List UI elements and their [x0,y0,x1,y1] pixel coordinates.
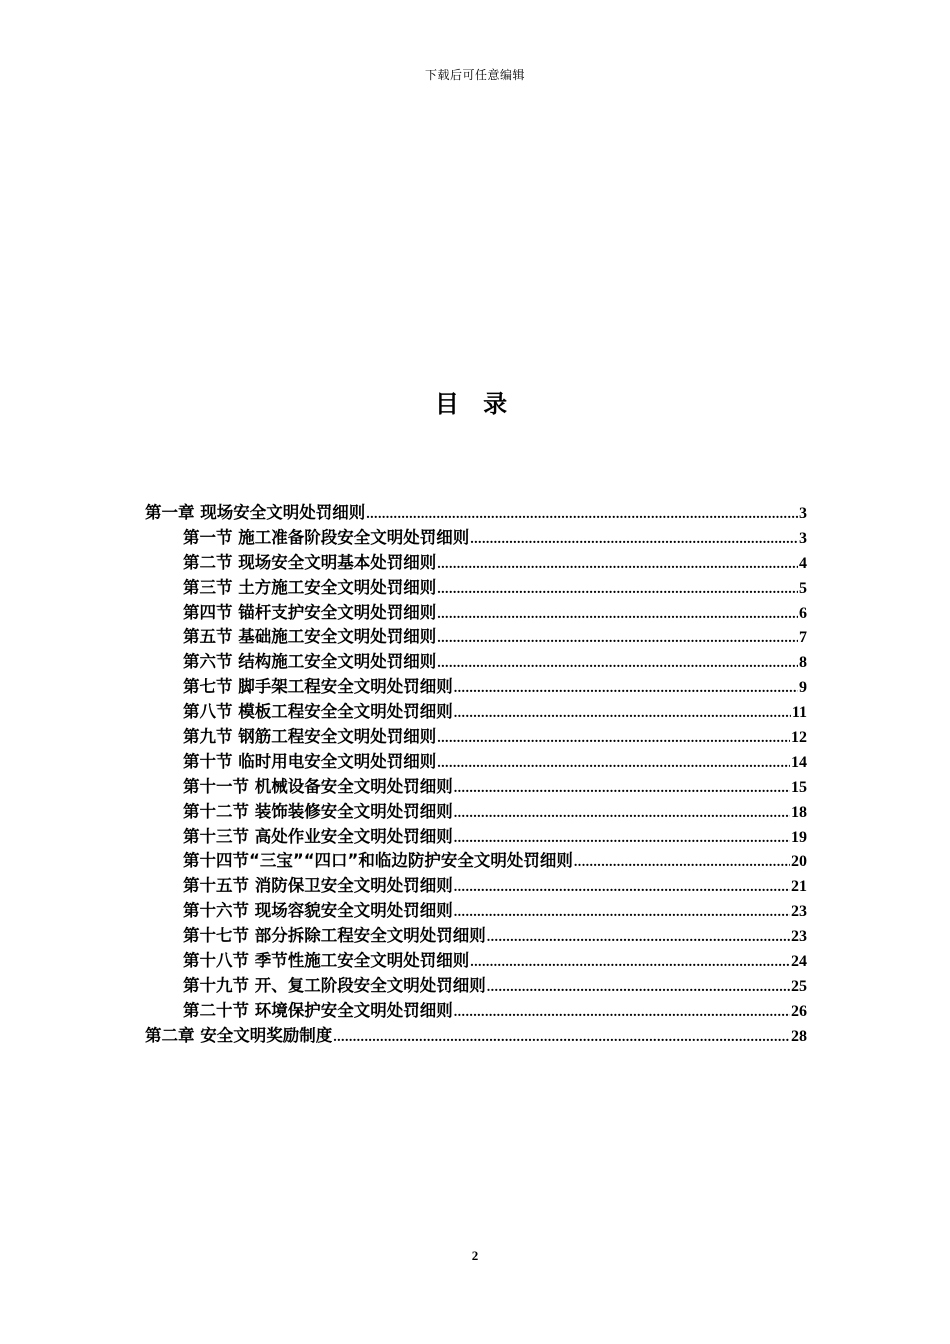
toc-entry-page: 25 [791,977,807,995]
toc-entry-title: 第七节 脚手架工程安全文明处罚细则 [183,677,453,697]
toc-section-entry[interactable] [145,549,807,574]
toc-entry-page: 11 [791,704,807,722]
toc-chapter-entry[interactable] [145,499,807,524]
toc-dot-leader [487,930,790,946]
toc-dot-leader [454,880,790,896]
toc-entry-title: 第二节 现场安全文明基本处罚细则 [183,552,437,572]
toc-entry-title: 第八节 模板工程安全全文明处罚细则 [183,702,453,722]
toc-section-entry[interactable] [145,524,807,549]
toc-section-entry[interactable] [145,623,807,648]
toc-entry-title: 第五节 基础施工安全文明处罚细则 [183,627,437,647]
toc-dot-leader [454,781,790,797]
toc-entry-title: 第二十节 环境保护安全文明处罚细则 [183,1000,453,1020]
toc-dot-leader [454,806,790,822]
toc-section-entry[interactable] [145,872,807,897]
toc-entry-page: 7 [799,629,807,647]
toc-entry-page: 5 [799,579,807,597]
toc-entry-title: 第十一节 机械设备安全文明处罚细则 [183,776,453,796]
toc-chapter-entry[interactable] [145,1022,807,1047]
toc-entry-page: 28 [791,1027,807,1045]
toc-entry-title: 第十节 临时用电安全文明处罚细则 [183,751,437,771]
toc-entry-page: 26 [791,1002,807,1020]
toc-section-entry[interactable] [145,673,807,698]
toc-section-entry[interactable] [145,648,807,673]
toc-dot-leader [366,507,798,523]
toc-entry-title: 第十五节 消防保卫安全文明处罚细则 [183,876,453,896]
toc-entry-page: 15 [791,778,807,796]
toc-section-entry[interactable] [145,847,807,872]
toc-section-entry[interactable] [145,947,807,972]
toc-entry-page: 14 [791,753,807,771]
table-of-contents [145,499,807,1047]
toc-entry-title: 第四节 锚杆支护安全文明处罚细则 [183,602,437,622]
toc-entry-page: 23 [791,903,807,921]
toc-entry-page: 8 [799,654,807,672]
toc-dot-leader [437,631,798,647]
toc-entry-title: 第六节 结构施工安全文明处罚细则 [183,652,437,672]
toc-dot-leader [454,831,790,847]
toc-entry-page: 24 [791,953,807,971]
toc-entry-page: 20 [791,853,807,871]
toc-section-entry[interactable] [145,574,807,599]
toc-dot-leader [470,955,790,971]
toc-dot-leader [437,756,790,772]
toc-entry-title: 第十七节 部分拆除工程安全文明处罚细则 [183,926,486,946]
page-title: 目 录 [434,390,516,418]
toc-entry-page: 4 [799,554,807,572]
toc-section-entry[interactable] [145,748,807,773]
toc-dot-leader [437,557,798,573]
toc-dot-leader [437,656,798,672]
toc-dot-leader [454,706,791,722]
toc-entry-title: 第十九节 开、复工阶段安全文明处罚细则 [183,975,486,995]
toc-entry-page: 18 [791,803,807,821]
toc-dot-leader [437,607,798,623]
page-number: 2 [471,1248,479,1263]
toc-entry-page: 12 [791,729,807,747]
toc-entry-title: 第一节 施工准备阶段安全文明处罚细则 [183,527,470,547]
toc-dot-leader [454,1005,790,1021]
toc-section-entry[interactable] [145,723,807,748]
toc-dot-leader [454,905,790,921]
toc-entry-page: 3 [799,505,807,522]
toc-entry-page: 9 [799,679,807,697]
toc-dot-leader [574,855,790,871]
toc-section-entry[interactable] [145,599,807,624]
toc-entry-page: 6 [799,604,807,622]
toc-entry-title: 第十六节 现场容貌安全文明处罚细则 [183,901,453,921]
toc-entry-page: 21 [791,878,807,896]
toc-entry-page: 3 [799,529,807,547]
toc-section-entry[interactable] [145,798,807,823]
toc-section-entry[interactable] [145,773,807,798]
toc-entry-title: 第十四节“三宝”“四口”和临边防护安全文明处罚细则 [183,851,573,871]
toc-entry-title: 第九节 钢筋工程安全文明处罚细则 [183,727,437,747]
toc-section-entry[interactable] [145,823,807,848]
toc-entry-page: 19 [791,828,807,846]
toc-dot-leader [454,681,798,697]
toc-section-entry[interactable] [145,922,807,947]
toc-dot-leader [437,582,798,598]
toc-section-entry[interactable] [145,997,807,1022]
toc-section-entry[interactable] [145,698,807,723]
toc-entry-title: 第十二节 装饰装修安全文明处罚细则 [183,801,453,821]
toc-dot-leader [437,731,790,747]
toc-dot-leader [487,980,790,996]
toc-dot-leader [470,532,798,548]
toc-section-entry[interactable] [145,972,807,997]
toc-entry-title: 第三节 土方施工安全文明处罚细则 [183,577,437,597]
toc-entry-title: 第一章 现场安全文明处罚细则 [145,503,366,522]
toc-entry-page: 23 [791,928,807,946]
toc-entry-title: 第十八节 季节性施工安全文明处罚细则 [183,951,470,971]
toc-dot-leader [333,1030,790,1046]
toc-entry-title: 第二章 安全文明奖励制度 [145,1025,333,1045]
toc-entry-title: 第十三节 高处作业安全文明处罚细则 [183,826,453,846]
page-header: 下载后可任意编辑 [424,68,525,82]
toc-section-entry[interactable] [145,897,807,922]
